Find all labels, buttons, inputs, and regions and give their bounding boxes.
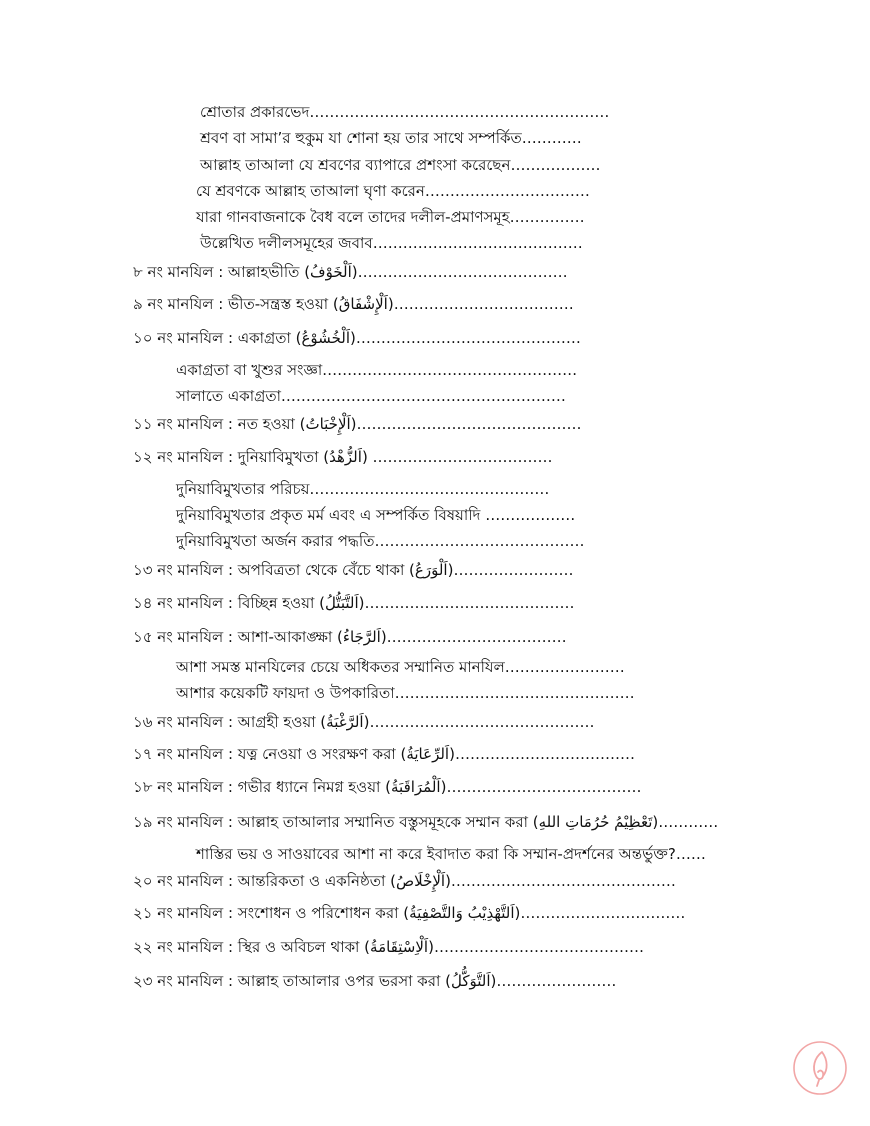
toc-line: শাস্তির ভয় ও সাওয়াবের আশা না করে ইবাদাত করা কি সম্মান-প্রদর্শনের অন্তর্ভুক্ত?…… <box>196 845 706 863</box>
toc-line: দুনিয়াবিমুখতা অর্জন করার পদ্ধতি…………………………………… <box>176 532 585 550</box>
toc-line: ১০ নং মানযিল : একাগ্রতা (اَلْخُشُوْعُ)……………………………………… <box>133 329 581 347</box>
toc-line: দুনিয়াবিমুখতার পরিচয়………………………………………… <box>176 480 550 498</box>
toc-line: শ্রবণ বা সামা’র হুকুম যা শোনা হয় তার সাথে সম্পর্কিত………… <box>200 129 582 147</box>
toc-line: ১৮ নং মানযিল : গভীর ধ্যানে নিমগ্ন হওয়া (اَلْمُرَاقَبَةُ)………………………………… <box>133 778 642 796</box>
toc-line: ৮ নং মানযিল : আল্লাহভীতি (اَلْخَوْفُ)…………………………………… <box>133 263 568 281</box>
toc-line: ১৯ নং মানযিল : আল্লাহ তাআলার সম্মানিত বস্তুসমূহকে সম্মান করা (تَعْظِيْمُ حُرُمَاتِ اللهِ)………… <box>133 813 719 831</box>
quill-logo-icon <box>792 1040 848 1096</box>
toc-line: ১২ নং মানযিল : দুনিয়াবিমুখতা (اَلزُّهْدُ) ……………………………… <box>133 448 553 466</box>
toc-line: ১৪ নং মানযিল : বিচ্ছিন্ন হওয়া (اَلتَّبَتُّلُ)…………………………………… <box>133 594 575 612</box>
toc-line: ২৩ নং মানযিল : আল্লাহ তাআলার ওপর ভরসা করা (اَلتَّوَكُّلُ)…………………… <box>133 972 617 990</box>
toc-line: সালাতে একাগ্রতা………………………………………………… <box>176 387 566 405</box>
toc-line: ২০ নং মানযিল : আন্তরিকতা ও একনিষ্ঠতা (اَلْإِخْلَاصُ)……………………………………… <box>133 872 676 890</box>
toc-line: ৯ নং মানযিল : ভীত-সন্ত্রস্ত হওয়া (اَلْإِشْفَاقُ)……………………………… <box>133 295 574 313</box>
toc-line: ১৭ নং মানযিল : যত্ন নেওয়া ও সংরক্ষণ করা (اَلرِّعَايَةُ)……………………………… <box>133 745 635 763</box>
toc-line: দুনিয়াবিমুখতার প্রকৃত মর্ম এবং এ সম্পর্কিত বিষয়াদি ……………… <box>176 506 576 524</box>
toc-line: ১৬ নং মানযিল : আগ্রহী হওয়া (اَلرَّغْبَةُ)……………………………………… <box>133 713 595 731</box>
toc-line: শ্রোতার প্রকারভেদ…………………………………………………… <box>200 103 610 121</box>
toc-line: ১৩ নং মানযিল : অপবিত্রতা থেকে বেঁচে থাকা (اَلْوَرَعُ)…………………… <box>133 561 574 579</box>
toc-line: আশা সমস্ত মানযিলের চেয়ে অধিকতর সম্মানিত মানযিল…………………… <box>176 658 625 676</box>
toc-line: ১৫ নং মানযিল : আশা-আকাঙ্ক্ষা (اَلرَّجَاءُ)……………………………… <box>133 628 567 646</box>
toc-line: আল্লাহ তাআলা যে শ্রবণের ব্যাপারে প্রশংসা করেছেন……………… <box>200 156 601 174</box>
toc-line: ২২ নং মানযিল : স্থির ও অবিচল থাকা (اَلْاِسْتِقَامَةُ)…………………………………… <box>133 938 644 956</box>
toc-line: ২১ নং মানযিল : সংশোধন ও পরিশোধন করা (اَلتَّهْذِيْبُ وَالتَّصْفِيَةُ)…………………………… <box>133 904 686 922</box>
toc-line: আশার কয়েকটি ফায়দা ও উপকারিতা………………………………………… <box>176 684 635 702</box>
toc-line: একাগ্রতা বা খুশুর সংজ্ঞা…………………………………………… <box>176 361 578 379</box>
toc-line: যে শ্রবণকে আল্লাহ তাআলা ঘৃণা করেন…………………………… <box>196 182 590 200</box>
toc-line: উল্লেখিত দলীলসমূহের জবাব…………………………………… <box>200 234 583 252</box>
toc-line: যারা গানবাজনাকে বৈধ বলে তাদের দলীল-প্রমাণসমূহ…………… <box>196 208 585 226</box>
toc-line: ১১ নং মানযিল : নত হওয়া (اَلْإِخْبَاتُ)……………………………………… <box>133 415 582 433</box>
